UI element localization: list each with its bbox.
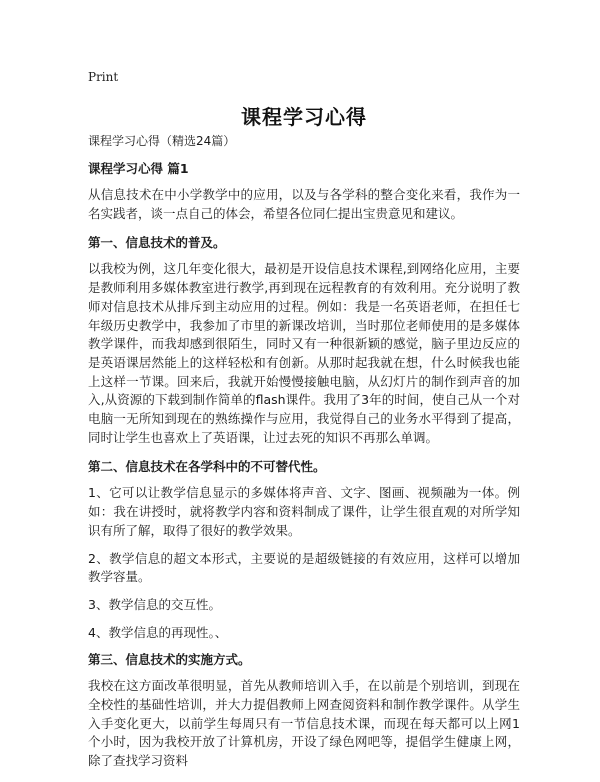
paragraph-3: 我校在这方面改革很明显，首先从教师培训入手，在以前是个别培训，到现在全校性的基础性培训，并大力提倡教师上网查阅资料和制作教学课件。从学生入手变化更大，以前学生每周只有一节信息技术课，而现在每天都可以上网1个小时，因为我校开放了计算机房，开设了绿色网吧等，提倡学生健康上网，除了查找学习资料 [88,678,520,769]
section-heading: 课程学习心得 篇1 [88,161,189,176]
paragraph-2-2: 2、教学信息的超文本形式，主要说的是超级链接的有效应用，这样可以增加教学容量。 [88,550,520,585]
paragraph-1: 以我校为例，这几年变化很大，最初是开设信息技术课程,到网络化应用，主要是教师利用多媒体教室进行教学,再到现在远程教育的有效利用。充分说明了教师对信息技术从排斥到主动应用的过程。例如：我是一名英语老师，在担任七年级历史教学中，我参加了市里的新课改培训，当时那位老师使用的是多媒体教学课件，而我却感到很陌生，同时又有一种很新颖的感觉，脑子里边反应的是英语课居然能上的这样轻松和有创新。从那时起我就在想，什么时候我也能上这样一节课。回来后，我就开始慢慢接触电脑，从幻灯片的制作到声音的加入,从资源的下载到制作简单的flash课件。我用了3年的时间，使自己从一个对电脑一无所知到现在的熟练操作与应用，我觉得自己的业务水平得到了提高，同时让学生也喜欢上了英语课，让过去死的知识不再那么单调。 [88,261,520,445]
print-link[interactable]: Print [88,70,119,84]
paragraph-2-3: 3、教学信息的交互性。 [88,596,221,612]
article-subtitle: 课程学习心得（精选24篇） [88,134,236,148]
heading-1: 第一、信息技术的普及。 [88,235,226,251]
paragraph-2-1: 1、它可以让教学信息显示的多媒体将声音、文字、图画、视频融为一体。例如：我在讲授时，就将教学内容和资料制成了课件，让学生很直观的对所学知识有所了解，取得了很好的教学效果。 [88,485,520,538]
article-body [88,133,520,782]
intro-paragraph: 从信息技术在中小学教学中的应用，以及与各学科的整合变化来看，我作为一名实践者，谈一点自己的体会，希望各位同仁提出宝贵意见和建议。 [88,187,520,221]
heading-3: 第三、信息技术的实施方式。 [88,652,251,668]
heading-2: 第二、信息技术在各学科中的不可替代性。 [88,459,326,475]
paragraph-2-4: 4、教学信息的再现性。、 [88,624,228,640]
page-title: 课程学习心得 [241,105,367,129]
